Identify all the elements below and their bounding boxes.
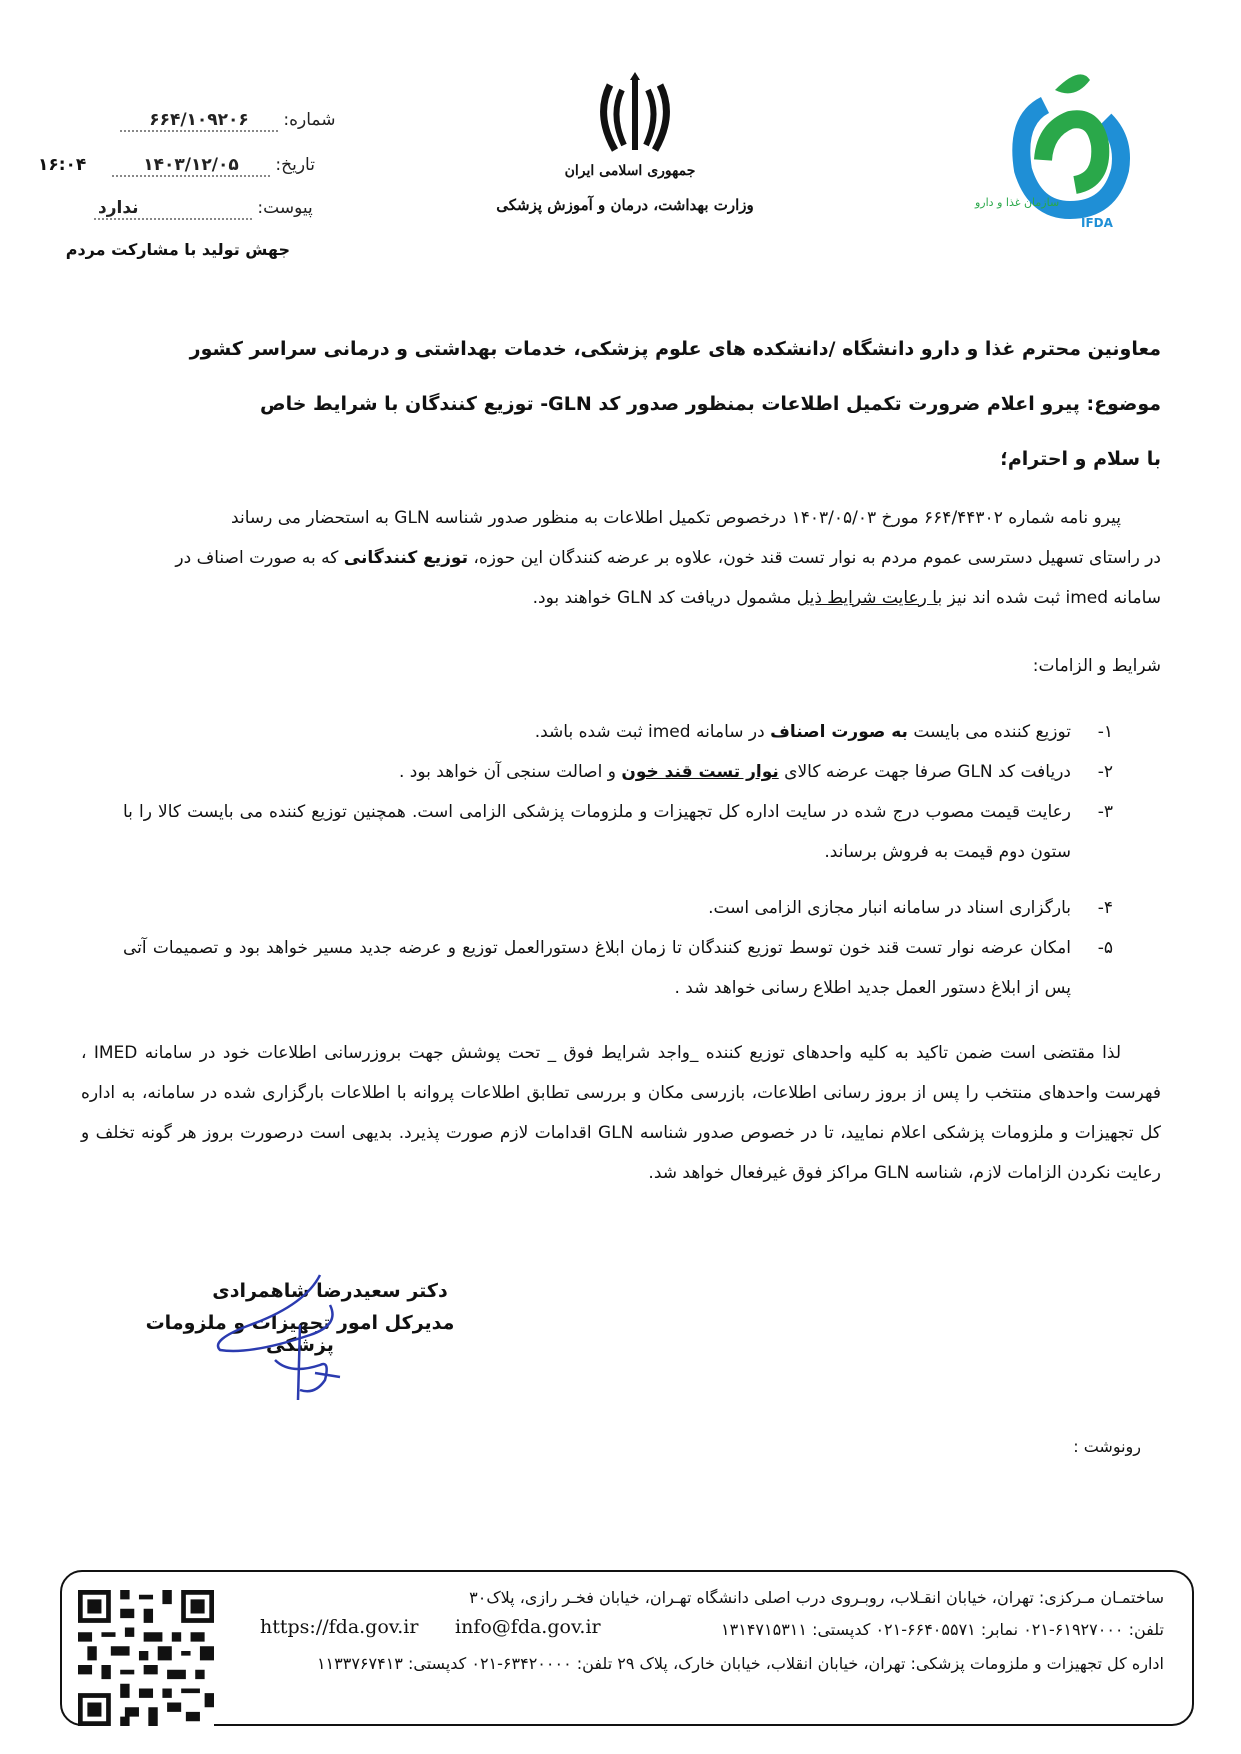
footer-email-link[interactable]: info@fda.gov.ir	[455, 1616, 601, 1638]
conditions-title: شرایط و الزامات:	[1032, 656, 1161, 676]
intro-line-3	[81, 578, 1161, 618]
condition-item-3	[123, 792, 1113, 872]
condition-item-2	[123, 752, 1113, 792]
letter-time: ۱۶:۰۴	[38, 155, 87, 175]
condition-item-text: دریافت کد GLN صرفا جهت عرضه کالای	[778, 762, 1071, 782]
letter-attachment-label: پیوست:	[257, 198, 313, 218]
footer-address-line: ساختمـان مـرکزی: تهران، خیابان انقـلاب، روبـروی درب اصلی دانشگاه تهـران، خیابان فخـر رازی، پلاک۳۰	[469, 1588, 1164, 1607]
footer-contact-line: تلفن: ۶۱۹۲۷۰۰۰-۰۲۱ نمابر: ۶۶۴۰۵۵۷۱-۰۲۱ کدپستی: ۱۳۱۴۷۱۵۳۱۱	[721, 1620, 1164, 1639]
intro-line-2-bold: توزیع کنندگانی	[343, 548, 468, 568]
qr-code-icon	[78, 1590, 214, 1726]
footer-website-link[interactable]: https://fda.gov.ir	[260, 1616, 419, 1638]
letter-date-row	[112, 155, 315, 177]
iran-emblem-icon	[590, 70, 680, 160]
footer-box	[60, 1570, 1194, 1726]
letter-number-value: ۶۶۴/۱۰۹۲۰۶	[120, 110, 278, 132]
condition-item-number: ۴-	[1097, 898, 1113, 918]
cc-label: رونوشت :	[1073, 1437, 1141, 1456]
signer-name: دکتر سعیدرضا شاهمرادی	[212, 1280, 448, 1302]
condition-item-number: ۲-	[1097, 762, 1113, 782]
condition-item-number: ۱-	[1097, 722, 1113, 742]
intro-line-2-a: در راستای تسهیل دسترسی عموم مردم به نوار تست قند خون، علاوه بر عرضه کنندگان این حوزه،	[467, 548, 1161, 568]
condition-item-text: امکان عرضه نوار تست قند خون توسط توزیع کنندگان تا زمان ابلاغ دستورالعمل توزیع و عرضه جدید مسیر خواهد بود و تصمیمات آتی پس از ابلاغ دستور العمل جدید اطلاع رسانی خواهد شد .	[123, 938, 1071, 998]
intro-line-2	[81, 538, 1161, 578]
fda-logo-abbr: IFDA	[1081, 216, 1113, 230]
fda-logo-icon	[985, 60, 1155, 240]
condition-item-text: بارگزاری اسناد در سامانه انبار مجازی الزامی است.	[708, 898, 1071, 918]
letter-number-row	[120, 110, 336, 132]
letter-date-label: تاریخ:	[275, 155, 315, 175]
condition-item-text: توزیع کننده می بایست	[907, 722, 1071, 742]
condition-item-number: ۵-	[1097, 938, 1113, 958]
intro-line-3-underlined: با رعایت شرایط ذیل	[796, 588, 943, 608]
closing-paragraph: لذا مقتضی است ضمن تاکید به کلیه واحدهای توزیع کننده _واجد شرایط فوق _ تحت پوشش جهت بروزرسانی اطلاعات خود در سامانه IMED ، فهرست واحدهای منتخب را پس از بروز رسانی اطلاعات، بازرسی مکان و بررسی تطابق اطلاعات پروانه با اطلاعات بارگزاری شده در سامانه، به اداره کل تجهیزات و ملزومات پزشکی اعلام نمایید، تا در خصوص صدور شناسه GLN اقدامات لازم صورت پذیرد. بدیهی است درصورت بروز هر گونه تخلف و رعایت نکردن الزامات لازم، شناسه GLN مراکز فوق غیرفعال خواهد شد.	[81, 1043, 1162, 1183]
letter-date-value: ۱۴۰۳/۱۲/۰۵	[112, 155, 270, 177]
ministry-line-2: وزارت بهداشت، درمان و آموزش پزشکی	[496, 196, 754, 214]
intro-line-1: پیرو نامه شماره ۶۶۴/۴۴۳۰۲ مورخ ۱۴۰۳/۰۵/۰۳ درخصوص تکمیل اطلاعات به منظور صدور شناسه GLN به استحضار می رساند	[231, 508, 1121, 528]
condition-item-5	[123, 928, 1113, 1008]
intro-paragraph	[81, 498, 1161, 618]
ministry-emblem	[590, 70, 680, 160]
condition-item-text: و اصالت سنجی آن خواهد بود .	[398, 762, 622, 782]
letter-number-label: شماره:	[283, 110, 336, 130]
intro-line-3-c: مشمول دریافت کد GLN خواهند بود.	[532, 588, 797, 608]
intro-line-2-c: که به صورت اصناف در	[175, 548, 344, 568]
footer-office-line: اداره کل تجهیزات و ملزومات پزشکی: تهران، خیابان انقلاب، خیابان خارک، پلاک ۲۹ تلفن: ۶۳۴۲۰۰۰۰-۰۲۱ کدپستی: ۱۱۳۳۷۶۷۴۱۳	[316, 1654, 1164, 1673]
signer-title: مدیرکل امور تجهیزات و ملزومات پزشکی	[145, 1312, 455, 1356]
letter-attachment-value: ندارد	[94, 198, 252, 220]
condition-item-text: در سامانه imed ثبت شده باشد.	[534, 722, 771, 742]
subject: موضوع: پیرو اعلام ضرورت تکمیل اطلاعات بمنظور صدور کد GLN- توزیع کنندگان با شرایط خاص	[260, 393, 1161, 415]
greeting: با سلام و احترام؛	[1000, 448, 1161, 470]
condition-item-4	[123, 888, 1113, 928]
fda-logo	[975, 60, 1155, 240]
condition-item-text: رعایت قیمت مصوب درج شده در سایت اداره کل تجهیزات و ملزومات پزشکی الزامی است. همچنین توزیع کننده می بایست کالا را با ستون دوم قیمت به فروش برساند.	[123, 802, 1071, 862]
condition-item-bold: به صورت اصناف	[770, 722, 908, 742]
condition-item-bold: نوار تست قند خون	[621, 762, 779, 782]
motto: جهش تولید با مشارکت مردم	[65, 240, 290, 259]
handwritten-signature	[190, 1265, 390, 1405]
fda-logo-text: سازمان غذا و دارو	[975, 196, 1060, 209]
intro-line-3-a: سامانه imed ثبت شده اند نیز	[942, 588, 1161, 608]
recipient: معاونین محترم غذا و دارو دانشگاه /دانشکده های علوم پزشکی، خدمات بهداشتی و درمانی سراسر کشور	[189, 338, 1161, 360]
letter-attachment-row	[94, 198, 313, 220]
ministry-line-1: جمهوری اسلامی ایران	[564, 163, 696, 179]
condition-item-number: ۳-	[1097, 802, 1113, 822]
condition-item-1	[123, 712, 1113, 752]
